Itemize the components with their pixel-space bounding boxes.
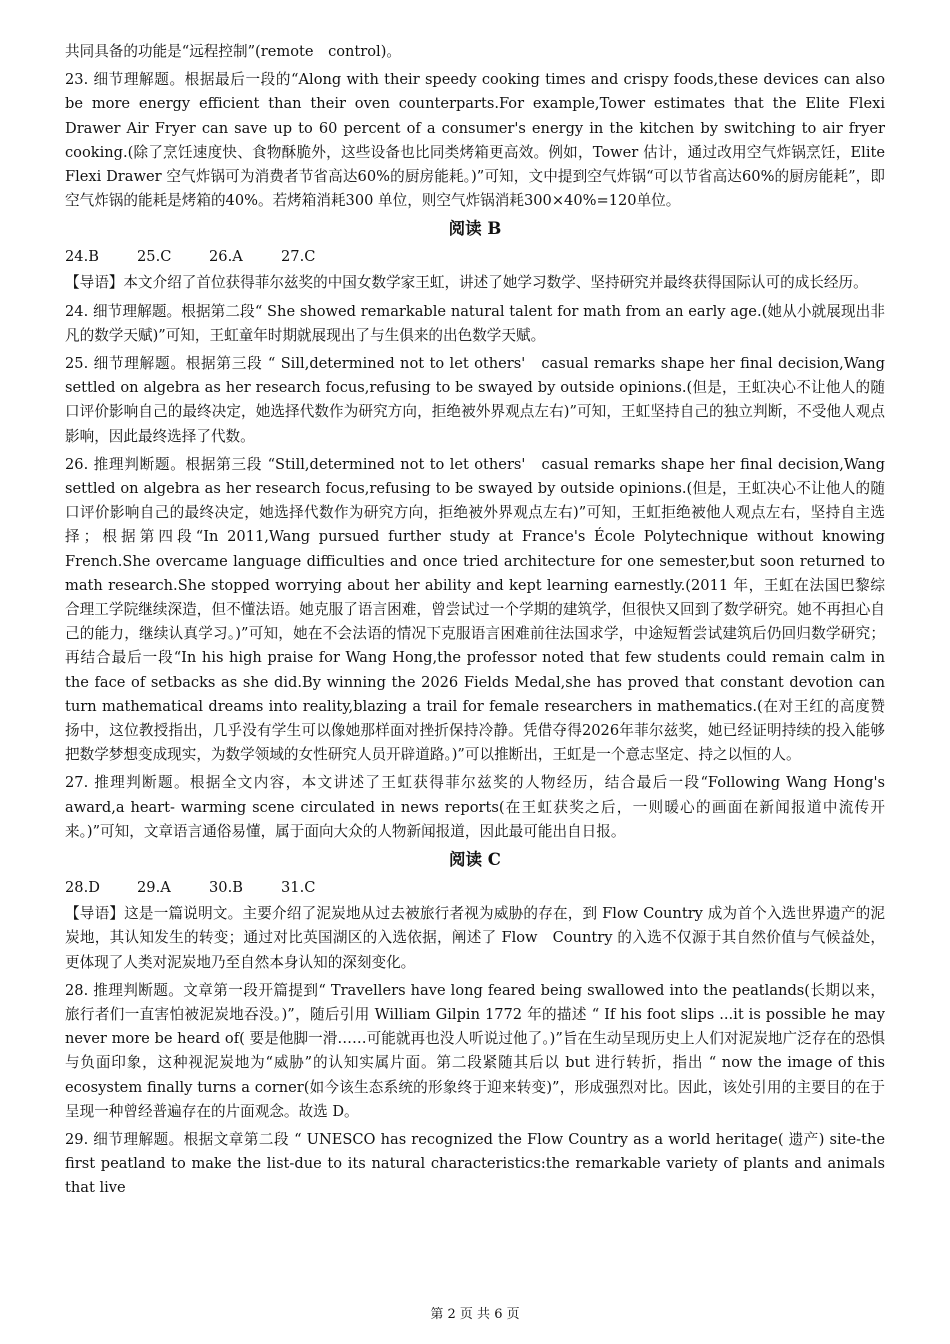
answer-30: 30.B — [209, 879, 243, 897]
q28-explanation: 28. 推理判断题。文章第一段开篇提到“ Travellers have long feared being swallowed into the peatlands(长期以来，旅行者们一直害怕被泥炭地吞没。)”，随后引用 William Gilpin 1772 年的描述 “ If his foot slips ...it is possible he may never more be heard of( 要是他脚一滑……可能就再也没人听说过他了。)”旨在生动呈现历史上人们对泥炭地广泛存在的恐惧与负面印象，这种视泥炭地为“威胁”的认知实属片面。第二段紧随其后以 but 进行转折，指出 “ now the image of this ecosystem finally turns a corner(如今该生态系统的形象终于迎来转变)”，形成强烈对比。因此，该处引用的主要目的在于呈现一种曾经普遍存在的片面观念。故选 D。 — [65, 981, 885, 1120]
q27-explanation: 27. 推理判断题。根据全文内容，本文讲述了王虹获得菲尔兹奖的人物经历，结合最后一段“Following Wang Hong's award,a heart- warming scene circulated in news reports(在王虹获奖之后，一则暖心的画面在新闻报道中流传开来。)”可知，文章语言通俗易懂，属于面向大众的人物新闻报道，因此最可能出自日报。 — [65, 774, 885, 840]
section-b-answers — [65, 245, 885, 269]
q24-explanation: 24. 细节理解题。根据第二段“ She showed remarkable natural talent for math from an early age.(她从小就展现出非凡的数学天赋)”可知，王虹童年时期就展现出了与生俱来的出色数学天赋。 — [65, 302, 885, 344]
answer-26: 26.A — [209, 248, 243, 266]
document-page — [65, 40, 885, 1205]
q26-explanation: 26. 推理判断题。根据第三段 “Still,determined not to let others' casual remarks shape her final decision,Wang settled on algebra as her research focus,refusing to be swayed by outside opinions.(但是，王虹决心不让他人的随口评价影响自己的最终决定，她选择代数作为研究方向，拒绝被外界观点左右)”可知，王虹拒绝被他人观点左右，坚持自主选择；根据第四段“In 2011,Wang pursued further study at France's École Polytechnique without knowing French.She overcame language difficulties and once tried architecture for one semester,but soon returned to math research.She stopped worrying about her ability and kept learning earnestly.(2011 年，王虹在法国巴黎综合理工学院继续深造，但不懂法语。她克服了语言困难，曾尝试过一个学期的建筑学，但很快又回到了数学研究。她不再担心自己的能力，继续认真学习。)”可知，她在不会法语的情况下克服语言困难前往法国求学，中途短暂尝试建筑后仍回归数学研究；再结合最后一段“In his high praise for Wang Hong,the professor noted that few students could remain calm in the face of setbacks as she did.By winning the 2026 Fields Medal,she has proved that constant devotion can turn mathematical dreams into reality,blazing a trail for female researchers in mathematics.(在对王红的高度赞扬中，这位教授指出，几乎没有学生可以像她那样面对挫折保持冷静。凭借夺得2026年菲尔兹奖，她已经证明持续的投入能够把数学梦想变成现实，为数学领域的女性研究人员开辟道路。)”可以推断出，王虹是一个意志坚定、持之以恒的人。 — [65, 455, 885, 764]
section-c-answers — [65, 876, 885, 900]
q25-explanation: 25. 细节理解题。根据第三段 “ Sill,determined not to let others' casual remarks shape her final decision,Wang settled on algebra as her research focus,refusing to be swayed by outside opinions.(但是，王虹决心不让他人的随口评价影响自己的最终决定，她选择代数作为研究方向，拒绝被外界观点左右)”可知，王虹坚持自己的独立判断，不受他人观点影响，因此最终选择了代数。 — [65, 355, 885, 445]
section-b-title: 阅读 B — [448, 219, 502, 239]
answer-24: 24.B — [65, 248, 99, 266]
continuation-paragraph: 共同具备的功能是“远程控制”(remote control)。 — [65, 43, 402, 60]
answer-27: 27.C — [281, 248, 316, 266]
answer-25: 25.C — [137, 248, 172, 266]
section-b-guide: 【导语】本文介绍了首位获得菲尔兹奖的中国女数学家王虹，讲述了她学习数学、坚持研究并最终获得国际认可的成长经历。 — [65, 274, 868, 292]
answer-29: 29.A — [137, 879, 171, 897]
answer-28: 28.D — [65, 879, 100, 897]
q29-explanation: 29. 细节理解题。根据文章第二段 “ UNESCO has recognized the Flow Country as a world heritage( 遗产) site-the first peatland to make the list-due to its natural characteristics:the remarkable variety of plants and animals that live — [65, 1130, 885, 1197]
answer-31: 31.C — [281, 879, 316, 897]
page-footer: 第 2 页 共 6 页 — [430, 1307, 520, 1322]
q23-explanation: 23. 细节理解题。根据最后一段的“Along with their speedy cooking times and crispy foods,these devices can also be more energy efficient than their oven counterparts.For example,Tower estimates that the Elite Flexi Drawer Air Fryer can save up to 60 percent of a consumer's energy in the kitchen by switching to air fryer cooking.(除了烹饪速度快、食物酥脆外，这些设备也比同类烤箱更高效。例如，Tower 估计，通过改用空气炸锅烹饪，Elite Flexi Drawer 空气炸锅可为消费者节省高达60%的厨房能耗。)”可知，文中提到空气炸锅“可以节省高达60%的厨房能耗”，即空气炸锅的能耗是烤箱的40%。若烤箱消耗300 单位，则空气炸锅消耗300×40%=120单位。 — [65, 71, 885, 210]
section-c-title: 阅读 C — [449, 850, 501, 870]
section-c-guide: 【导语】这是一篇说明文。主要介绍了泥炭地从过去被旅行者视为威胁的存在，到 Flow Country 成为首个入选世界遗产的泥炭地，其认知发生的转变；通过对比英国湖区的入选依据，阐述了 Flow Country 的入选不仅源于其自然价值与气候益处，更体现了人类对泥炭地乃至自然本身认知的深刻变化。 — [65, 905, 885, 971]
